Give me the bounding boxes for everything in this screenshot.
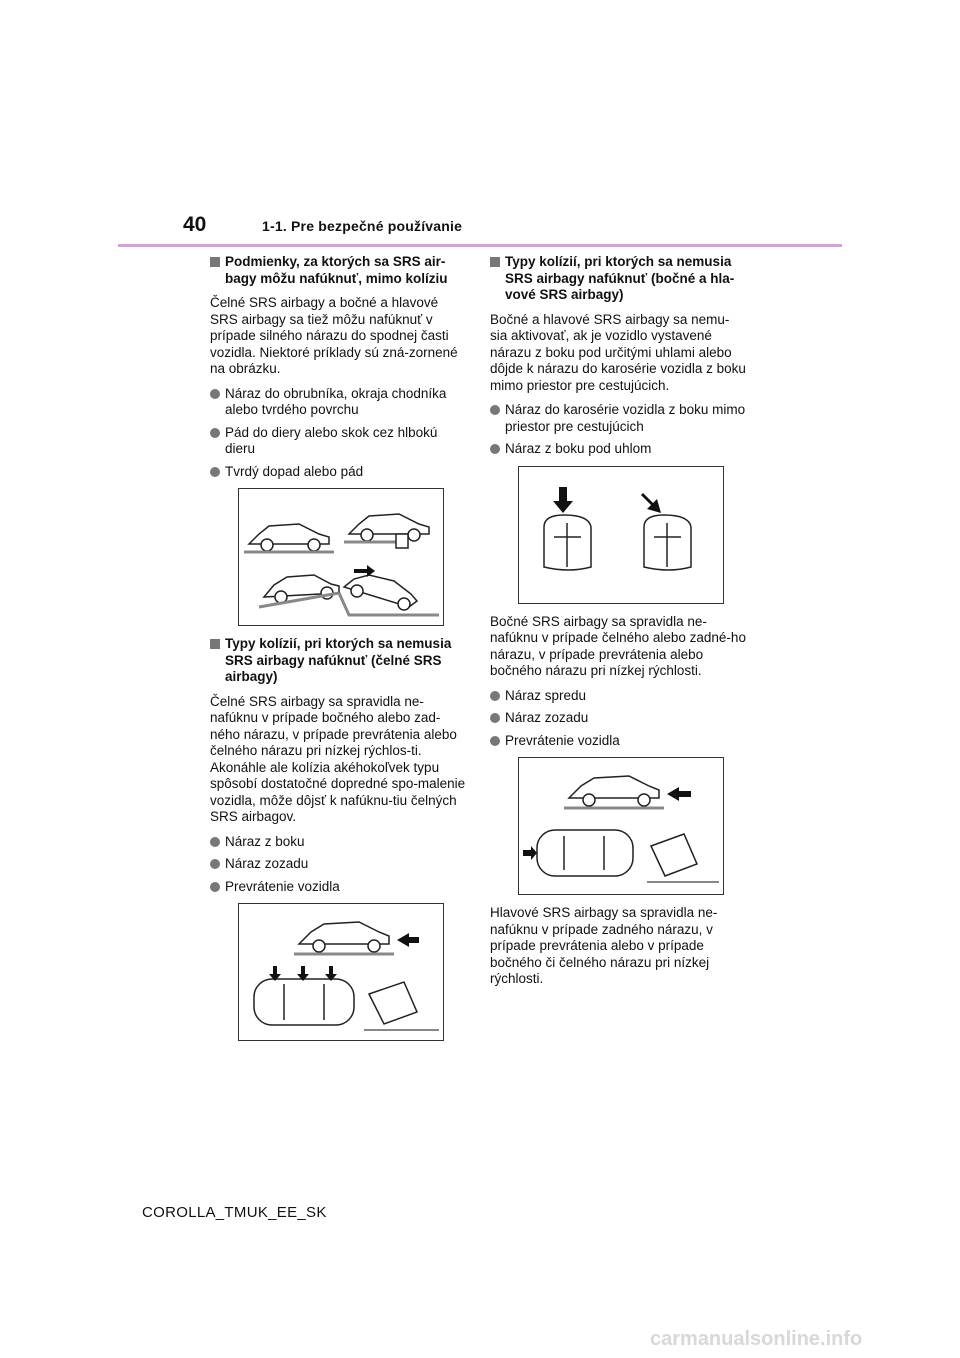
figure-underbody-impacts	[238, 488, 444, 626]
bullet-dot-icon	[490, 444, 500, 454]
list-item: Náraz do karosérie vozidla z boku mimo priestor pre cestujúcich	[490, 402, 746, 435]
left-column	[210, 254, 466, 1051]
illustration-side-impact-angles	[519, 467, 723, 603]
heading-side-curtain-airbags: Typy kolízií, pri ktorých sa nemusia SRS airbagy nafúknuť (bočné a hla-vové SRS airbagy)	[490, 254, 746, 304]
square-bullet-icon	[210, 257, 220, 267]
list-item: Náraz zozadu	[210, 856, 466, 873]
list-item: Pád do diery alebo skok cez hlbokú dieru	[210, 425, 466, 458]
square-bullet-icon	[210, 639, 220, 649]
footer-model-code: COROLLA_TMUK_EE_SK	[142, 1204, 327, 1221]
bullet-dot-icon	[210, 428, 220, 438]
figure-side-impact-angles	[518, 466, 724, 604]
square-bullet-icon	[490, 257, 500, 267]
bullet-dot-icon	[490, 736, 500, 746]
bullet-dot-icon	[490, 405, 500, 415]
list-item: Náraz z boku	[210, 834, 466, 851]
bullet-dot-icon	[210, 882, 220, 892]
paragraph: Bočné SRS airbagy sa spravidla ne-nafúknu v prípade čelného alebo zadné-ho nárazu, v prípade prevrátenia alebo bočného nárazu pri nízkej rýchlosti.	[490, 613, 746, 678]
paragraph: Čelné SRS airbagy a bočné a hlavové SRS airbagy sa tiež môžu nafúknuť v prípade silného nárazu do spodnej časti vozidla. Niektoré príklady sú zná-zornené na obrázku.	[210, 295, 458, 376]
page-number: 40	[183, 213, 207, 236]
figure-side-non-deploy	[518, 757, 724, 895]
bullet-dot-icon	[490, 713, 500, 723]
heading-conditions: Podmienky, za ktorých sa SRS air-bagy môžu nafúknuť, mimo kolíziu	[210, 254, 466, 287]
illustration-underbody-impacts	[239, 489, 443, 625]
list-item: Náraz zozadu	[490, 710, 746, 727]
watermark: carmanualsonline.info	[650, 1328, 863, 1350]
heading-frontal-airbags: Typy kolízií, pri ktorých sa nemusia SRS airbagy nafúknuť (čelné SRS airbagy)	[210, 636, 466, 686]
section-title: 1-1. Pre bezpečné používanie	[262, 218, 463, 234]
bullet-dot-icon	[210, 837, 220, 847]
figure-frontal-non-deploy	[238, 903, 444, 1041]
illustration-side-non-deploy	[519, 758, 723, 894]
list-item: Náraz do obrubníka, okraja chodníka alebo tvrdého povrchu	[210, 386, 466, 419]
header-rule	[118, 244, 842, 247]
bullet-dot-icon	[210, 859, 220, 869]
list-item: Tvrdý dopad alebo pád	[210, 464, 466, 481]
list-item: Náraz z boku pod uhlom	[490, 441, 746, 458]
illustration-frontal-non-deploy	[239, 904, 443, 1040]
list-item: Prevrátenie vozidla	[490, 733, 746, 750]
right-column	[490, 254, 746, 996]
paragraph: Hlavové SRS airbagy sa spravidla ne-nafúknu v prípade zadného nárazu, v prípade prevrátenia alebo v prípade bočného či čelného nárazu pri nízkej rýchlosti.	[490, 905, 718, 986]
bullet-dot-icon	[490, 691, 500, 701]
paragraph: Bočné a hlavové SRS airbagy sa nemu-sia aktivovať, ak je vozidlo vystavené nárazu z boku pod určitými uhlami alebo dôjde k nárazu do karosérie vozidla z boku mimo priestor pre cestujúcich.	[490, 311, 746, 393]
bullet-dot-icon	[210, 389, 220, 399]
list-item: Náraz spredu	[490, 688, 746, 705]
bullet-dot-icon	[210, 467, 220, 477]
paragraph: Čelné SRS airbagy sa spravidla ne-nafúknu v prípade bočného alebo zad-ného nárazu, v prípade prevrátenia alebo čelného nárazu pri nízkej rýchlos-ti. Akonáhle ale kolízia akéhokoľvek typu spôsobí dostatočné dopredné spo-malenie vozidla, môže dôjsť k nafúknu-tiu čelných SRS airbagov.	[210, 693, 466, 824]
list-item: Prevrátenie vozidla	[210, 879, 466, 896]
